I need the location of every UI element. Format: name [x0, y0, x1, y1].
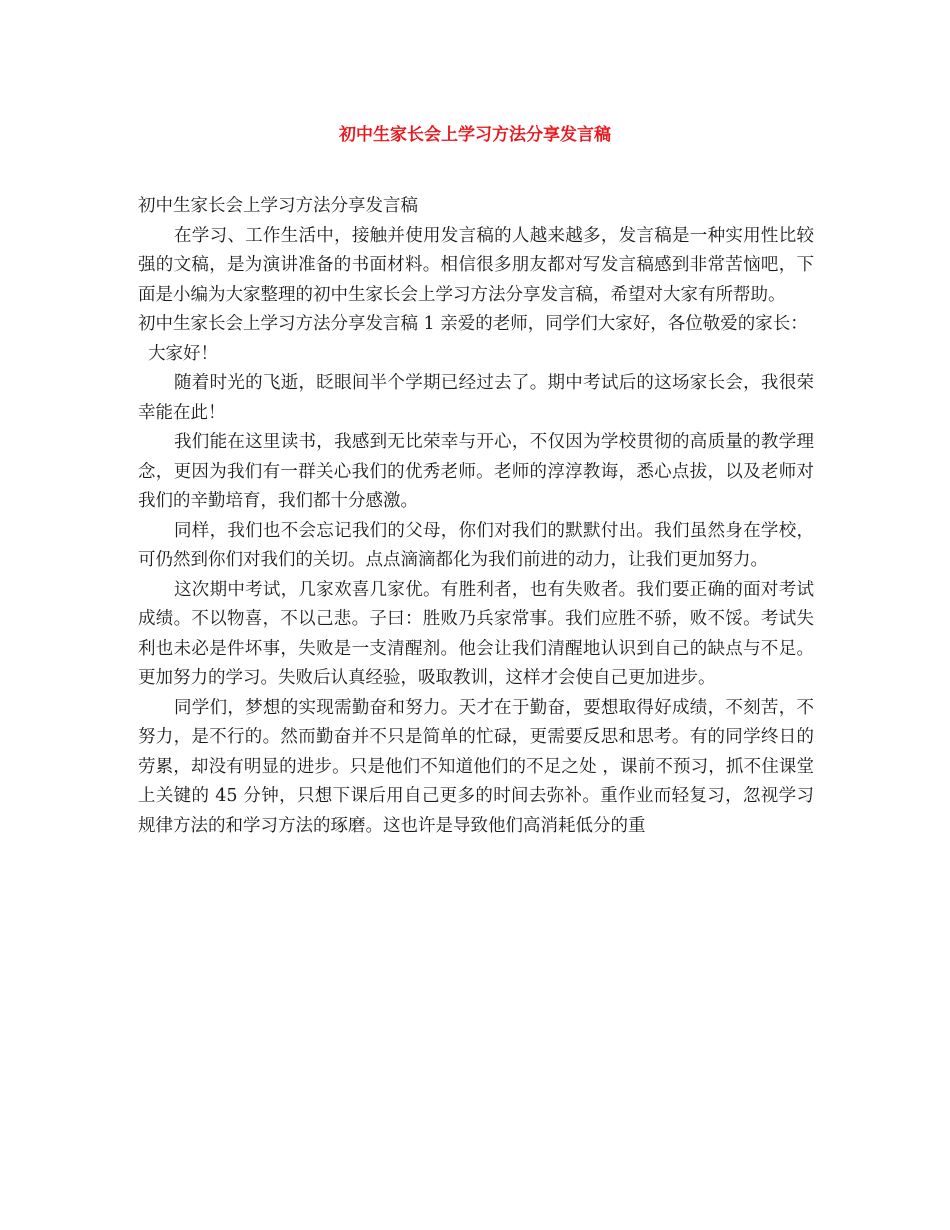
paragraph-intro: 在学习、工作生活中，接触并使用发言稿的人越来越多，发言稿是一种实用性比较强的文稿，是为演讲准备的书面材料。相信很多朋友都对写发言稿感到非常苦恼吧，下面是小编为大家整理的初中生家长会上学习方法分享发言稿，希望对大家有所帮助。 [138, 225, 814, 305]
paragraph-gratitude-parents: 同样，我们也不会忘记我们的父母，你们对我们的默默付出。我们虽然身在学校，可仍然到你们对我们的关切。点点滴滴都化为我们前进的动力，让我们更加努力。 [138, 520, 814, 570]
paragraph-speech-heading: 初中生家长会上学习方法分享发言稿 1 亲爱的老师，同学们大家好，各位敬爱的家长： [138, 314, 808, 334]
document-subtitle: 初中生家长会上学习方法分享发言稿 [138, 196, 418, 216]
paragraph-time-flies: 随着时光的飞逝，眨眼间半个学期已经过去了。期中考试后的这场家长会，我很荣幸能在此！ [138, 373, 814, 423]
paragraph-exam-results: 这次期中考试，几家欢喜几家优。有胜利者，也有失败者。我们要正确的面对考试成绩。不以物喜，不以己悲。子曰：胜败乃兵家常事。我们应胜不骄，败不馁。考试失利也未必是件坏事，失败是一支清醒剂。他会让我们清醒地认识到自己的缺点与不足。更加努力的学习。失败后认真经验，吸取教训，这样才会使自己更加进步。 [138, 579, 814, 688]
document-title: 初中生家长会上学习方法分享发言稿 [339, 125, 611, 145]
document-body [138, 192, 814, 841]
paragraph-gratitude-teachers: 我们能在这里读书，我感到无比荣幸与开心，不仅因为学校贯彻的高质量的教学理念，更因为我们有一群关心我们的优秀老师。老师的淳淳教诲，悉心点拔，以及老师对我们的辛勤培育，我们都十分感激。 [138, 432, 814, 511]
paragraph-greeting: 大家好！ [148, 343, 218, 364]
paragraph-diligence: 同学们，梦想的实现需勤奋和努力。天才在于勤奋，要想取得好成绩，不刻苦，不努力，是不行的。然而勤奋并不只是简单的忙碌，更需要反思和思考。有的同学终日的劳累，却没有明显的进步。只是他们不知道他们的不足之处 ，课前不预习，抓不住课堂上关键的 45 分钟，只想下课后用自己更多的时间去弥补。重作业而轻复习，忽视学习规律方法的和学习方法的琢磨。这也许是导致他们高消耗低分的重 [138, 697, 814, 836]
